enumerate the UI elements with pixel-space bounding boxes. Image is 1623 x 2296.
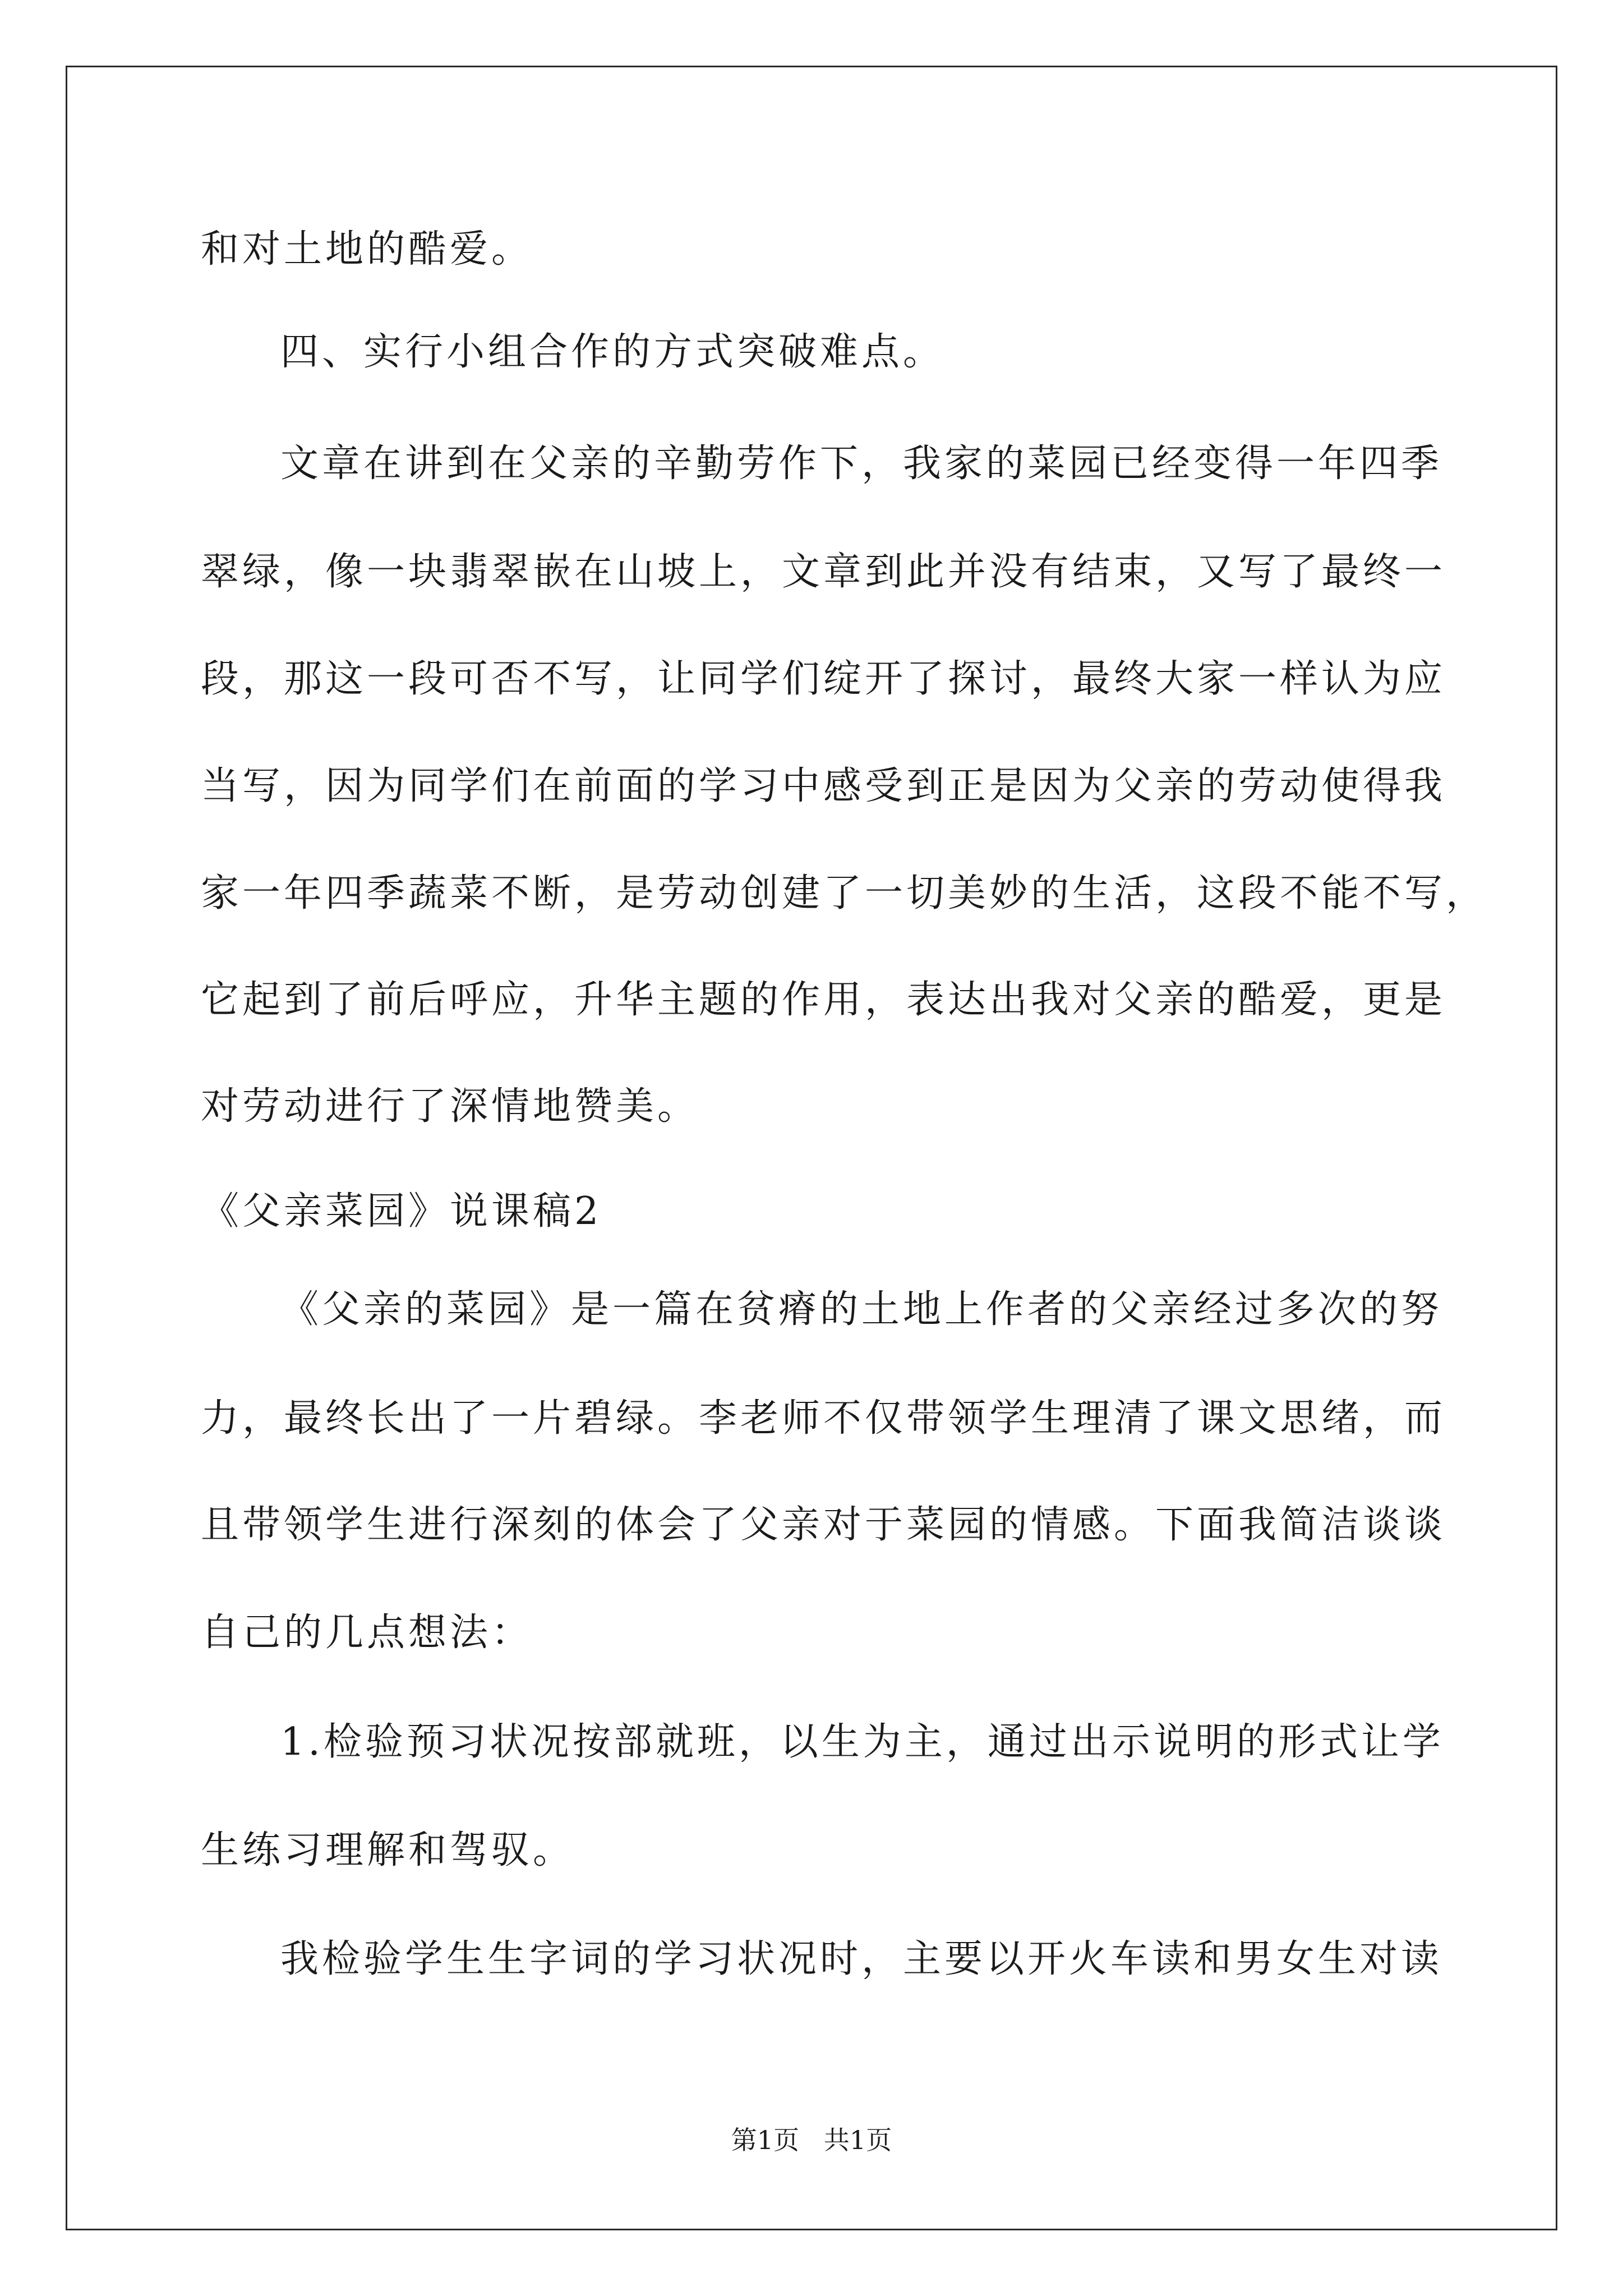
section-heading: 四、实行小组合作的方式突破难点。 <box>280 330 945 374</box>
list-item: 1.检验预习状况按部就班，以生为主，通过出示说明的形式让学 <box>280 1720 1444 1764</box>
text-line: 和对土地的酷爱。 <box>201 227 533 272</box>
page-number-footer: 第1页 共1页 <box>731 2125 892 2155</box>
text-line: 翠绿，像一块翡翠嵌在山坡上，文章到此并没有结束，又写了最终一 <box>201 550 1446 594</box>
text-line: 当写，因为同学们在前面的学习中感受到正是因为父亲的劳动使得我 <box>201 764 1446 808</box>
text-line: 家一年四季蔬菜不断，是劳动创建了一切美妙的生活，这段不能不写， <box>201 871 1488 915</box>
text-line: 我检验学生生字词的学习状况时，主要以开火车读和男女生对读 <box>280 1937 1443 1981</box>
text-line: 对劳动进行了深情地赞美。 <box>201 1084 699 1129</box>
text-line: 生练习理解和驾驭。 <box>201 1828 575 1872</box>
text-line: 段，那这一段可否不写，让同学们绽开了探讨，最终大家一样认为应 <box>201 657 1446 701</box>
text-line: 力，最终长出了一片碧绿。李老师不仅带领学生理清了课文思绪，而 <box>201 1396 1446 1441</box>
page-border <box>66 66 1557 2230</box>
text-line: 且带领学生进行深刻的体会了父亲对于菜园的情感。下面我简洁谈谈 <box>201 1503 1446 1547</box>
text-line: 它起到了前后呼应，升华主题的作用，表达出我对父亲的酷爱，更是 <box>201 978 1446 1022</box>
text-line: 《父亲的菜园》是一篇在贫瘠的土地上作者的父亲经过多次的努 <box>280 1287 1443 1332</box>
document-subtitle: 《父亲菜园》说课稿2 <box>201 1189 602 1234</box>
text-line: 文章在讲到在父亲的辛勤劳作下，我家的菜园已经变得一年四季 <box>280 441 1443 486</box>
text-line: 自己的几点想法： <box>201 1611 533 1655</box>
